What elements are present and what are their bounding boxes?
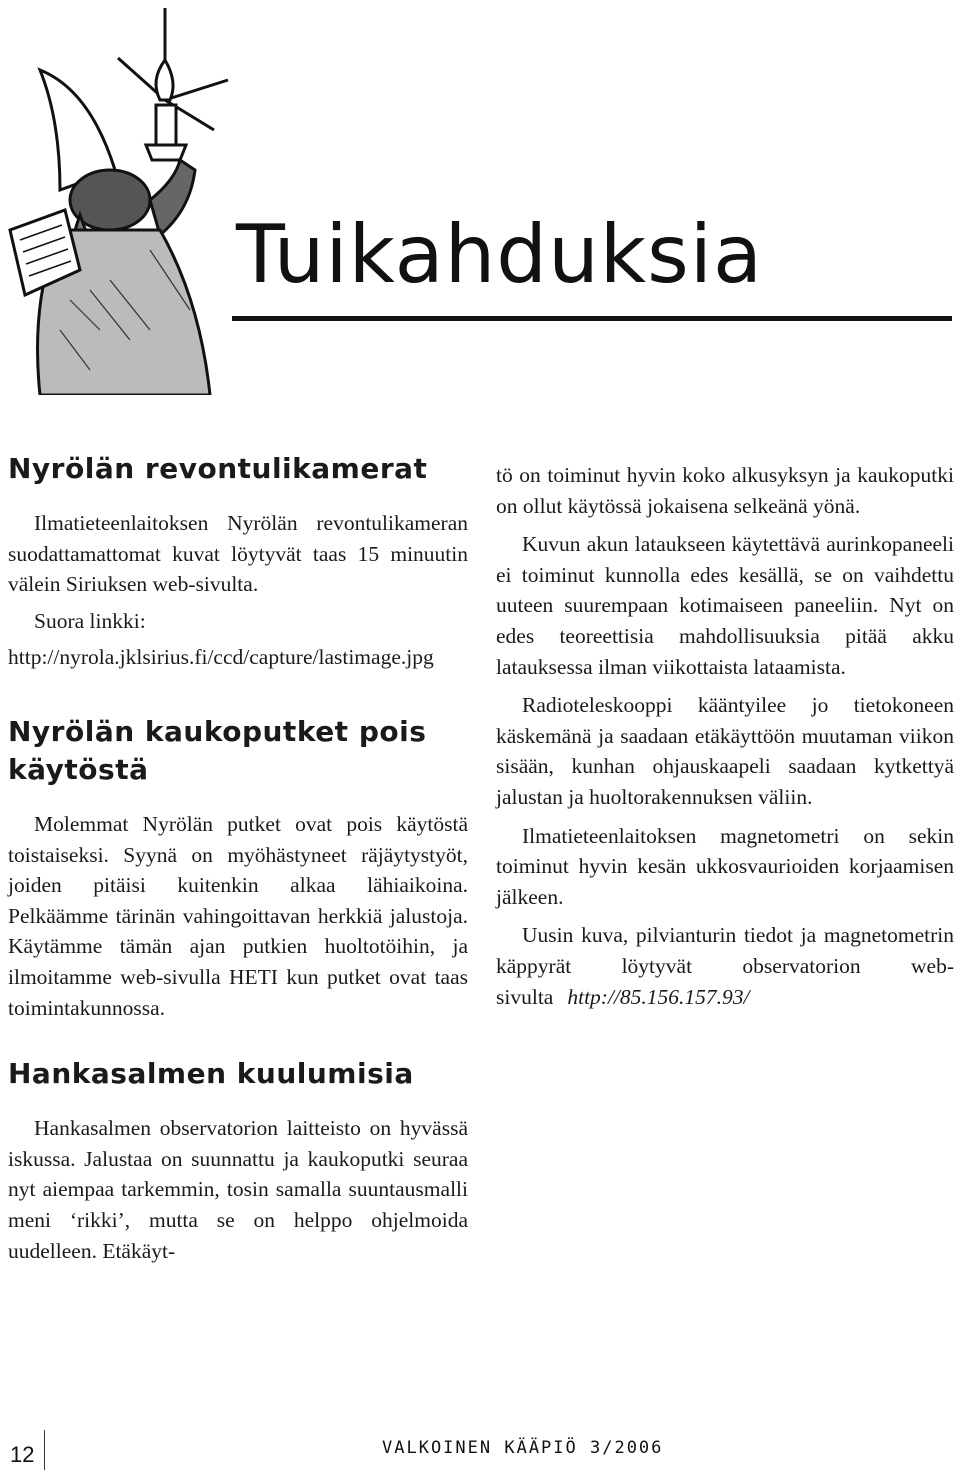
body-paragraph: Kuvun akun lataukseen käytettävä aurinkopaneeli ei toiminut kunnolla edes kesällä, se on vaihdettu uuteen suurempaan kotimaiseen paneeliin. Nyt on edes teoreettisia mahdollisuuksia pitää akku latauksessa ilman viikottaista lataamista.: [496, 532, 954, 679]
magazine-issue: VALKOINEN KÄÄPIÖ 3/2006: [382, 1438, 664, 1458]
section-hankasalmi-news: [8, 1055, 468, 1266]
section-paragraph: Hankasalmen observatorion laitteisto on hyvässä iskussa. Jalustaa on suunnattu ja kaukoputki seuraa nyt aiempaa tarkemmin, tosin samalla suuntausmalli meni ‘rikki’, mutta se on helppo ohjelmoida uudelleen. Etäkäyt-: [8, 1116, 468, 1263]
page-number: 12: [10, 1442, 35, 1467]
section-heading: Nyrölän kaukoputket pois käytöstä: [8, 714, 427, 786]
body-paragraph: Radioteleskooppi kääntyilee jo tietokoneen käskemänä ja saadaan etäkäyttöön muutaman viikon sisään, kunhan ohjauskaapeli saadaan kytkettyä jalustan ja huoltorakennuksen väliin.: [496, 693, 954, 809]
page-title: Tuikahduksia: [236, 208, 764, 301]
left-column: [8, 450, 468, 1280]
section-paragraph: Ilmatieteenlaitoksen Nyrölän revontulikameran suodattamattomat kuvat löytyvät taas 15 minuutin välein Siriuksen web-sivulta.: [8, 511, 468, 597]
closing-text: Uusin kuva, pilvianturin tiedot ja magnetometrin käppyrät löytyvät observatorion web-sivulta: [496, 923, 954, 1009]
section-heading: Nyrölän revontulikamerat: [8, 452, 428, 485]
section-heading: Hankasalmen kuulumisia: [8, 1057, 414, 1091]
observatory-url[interactable]: http://85.156.157.93/: [567, 984, 750, 1009]
section-nyrola-telescopes: [8, 713, 468, 1023]
section-paragraph: Molemmat Nyrölän putket ovat pois käytöstä toistaiseksi. Syynä on myöhästyneet räjäytystyöt, joiden pitäisi kuitenkin alkaa lähiaikoina. Pelkäämme tärinän vahingoittavan herkkiä jalustoja. Käytämme tämän ajan putkien huoltotöihin, ja ilmoitamme web-sivulla HETI kun putket ovat taas toimintakunnossa.: [8, 811, 468, 1020]
body-paragraph: [496, 920, 954, 1012]
right-column: [496, 460, 954, 1020]
section-paragraph: Suora linkki:: [34, 608, 146, 633]
wizard-with-candle-illustration: [0, 0, 232, 395]
camera-link[interactable]: http://nyrola.jklsirius.fi/ccd/capture/lastimage.jpg: [8, 645, 434, 670]
continued-paragraph: tö on toiminut hyvin koko alkusyksyn ja kaukoputki on ollut käytössä jokaisena selkeänä yönä.: [496, 463, 954, 518]
title-rule: [232, 316, 952, 321]
section-nyrola-aurora-cameras: [8, 450, 468, 673]
body-paragraph: Ilmatieteenlaitoksen magnetometri on sekin toiminut hyvin kesän ukkosvaurioiden korjaamisen jälkeen.: [496, 823, 954, 909]
footer-divider: [44, 1430, 45, 1470]
